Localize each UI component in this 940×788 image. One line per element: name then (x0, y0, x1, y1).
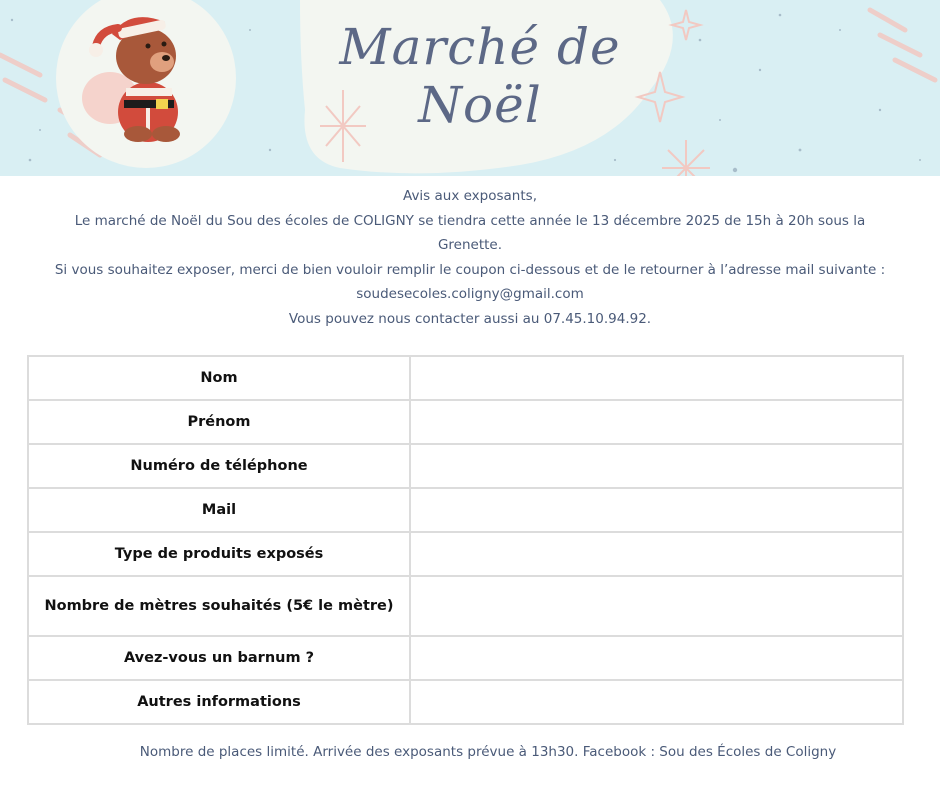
field-input-metres[interactable] (410, 576, 903, 636)
field-input-telephone[interactable] (410, 444, 903, 488)
form-row (28, 488, 903, 532)
intro-event-place: Grenette. (437, 237, 503, 253)
field-label-barnum: Avez-vous un barnum ? (28, 636, 410, 680)
registration-form (27, 355, 904, 725)
field-input-prenom[interactable] (410, 400, 903, 444)
form-row (28, 400, 903, 444)
form-row (28, 680, 903, 724)
form-row (28, 356, 903, 400)
field-label-telephone: Numéro de téléphone (28, 444, 410, 488)
intro-event-line: Le marché de Noël du Sou des écoles de COLIGNY se tiendra cette année le 13 décembre 2025 de 15h à 20h sous la (74, 212, 866, 229)
field-input-nom[interactable] (410, 356, 903, 400)
field-label-mail: Mail (28, 488, 410, 532)
header-banner (0, 0, 940, 176)
field-input-mail[interactable] (410, 488, 903, 532)
title-line-2: Noël (418, 76, 542, 134)
field-input-barnum[interactable] (410, 636, 903, 680)
form-row (28, 532, 903, 576)
contact-phone: Vous pouvez nous contacter aussi au 07.45.10.94.92. (288, 310, 652, 327)
field-label-metres: Nombre de mètres souhaités (5€ le mètre) (28, 576, 410, 636)
footer-note: Nombre de places limité. Arrivée des exposants prévue à 13h30. Facebook : Sou des Écoles de Coligny (139, 744, 837, 760)
contact-email: soudesecoles.coligny@gmail.com (356, 286, 584, 302)
form-row (28, 636, 903, 680)
field-label-nom: Nom (28, 356, 410, 400)
page-title (300, 18, 660, 134)
intro-text (0, 184, 940, 331)
title-line-1: Marché de (339, 18, 621, 76)
form-row (28, 576, 903, 636)
field-input-produits[interactable] (410, 532, 903, 576)
field-label-prenom: Prénom (28, 400, 410, 444)
field-label-autres: Autres informations (28, 680, 410, 724)
form-row (28, 444, 903, 488)
field-label-produits: Type de produits exposés (28, 532, 410, 576)
intro-greeting: Avis aux exposants, (403, 188, 537, 204)
field-input-autres[interactable] (410, 680, 903, 724)
intro-instructions: Si vous souhaitez exposer, merci de bien vouloir remplir le coupon ci-dessous et de le retourner à l’adresse mail suivante : (54, 261, 886, 278)
